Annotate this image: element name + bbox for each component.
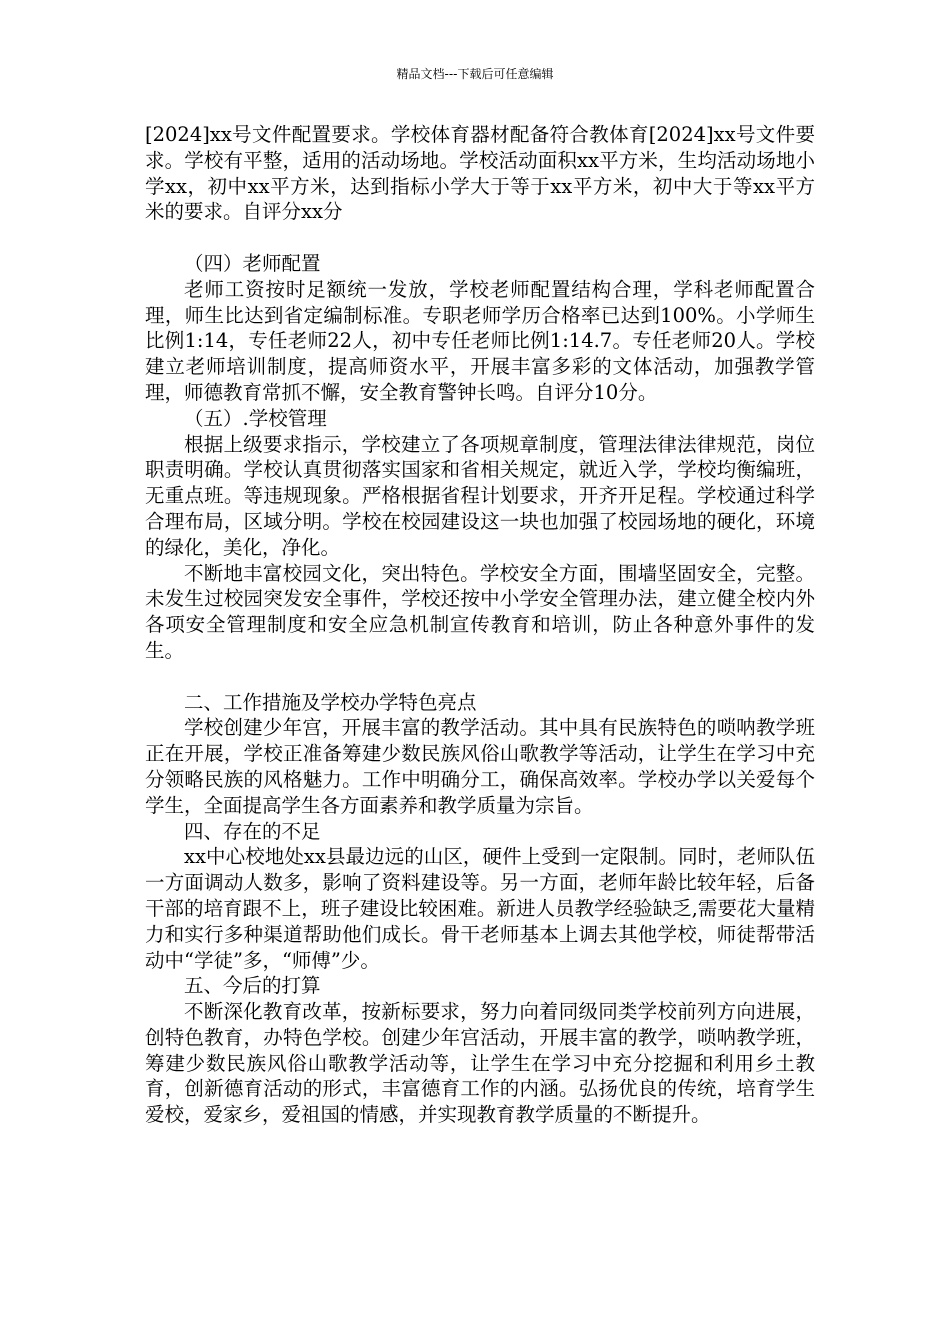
paragraph-shortcomings: xx中心校地处xx县最边远的山区，硬件上受到一定限制。同时，老师队伍一方面调动人数多，影响了资料建设等。另一方面，老师年龄比较年轻，后备干部的培育跟不上，班子建设比较困难。新进人员教学经验缺乏,需要花大量精力和实行多种渠道帮助他们成长。骨干老师基本上调去其他学校，师徒帮带活动中“学徒”多，“师傅”少。 bbox=[145, 845, 815, 972]
paragraph-management: 根据上级要求指示，学校建立了各项规章制度，管理法律法律规范，岗位职责明确。学校认真贯彻落实国家和省相关规定，就近入学，学校均衡编班，无重点班。等违规现象。严格根据省程计划要求，开齐开足程。学校通过科学合理布局，区域分明。学校在校园建设这一块也加强了校园场地的硬化，环境的绿化，美化，净化。 bbox=[145, 432, 815, 559]
document-body bbox=[145, 122, 815, 1128]
page-header: 精品文档---下载后可任意编辑 bbox=[396, 67, 554, 81]
section-heading-teachers: （四）老师配置 bbox=[184, 251, 321, 275]
section-heading-shortcomings: 四、存在的不足 bbox=[184, 819, 321, 843]
paragraph-teachers: 老师工资按时足额统一发放，学校老师配置结构合理，学科老师配置合理，师生比达到省定编制标准。专职老师学历合格率已达到100%。小学师生比例1:14，专任老师22人，初中专任老师比例1:14.7。专任老师20人。学校建立老师培训制度，提高师资水平，开展丰富多彩的文体活动，加强教学管理，师德教育常抓不懈，安全教育警钟长鸣。自评分10分。 bbox=[145, 277, 815, 404]
paragraph-measures: 学校创建少年宫，开展丰富的教学活动。其中具有民族特色的唢呐教学班正在开展，学校正准备筹建少数民族风俗山歌教学等活动，让学生在学习中充分领略民族的风格魅力。工作中明确分工，确保高效率。学校办学以关爱每个学生，全面提高学生各方面素养和教学质量为宗旨。 bbox=[145, 716, 815, 817]
paragraph-equipment: [2024]xx号文件配置要求。学校体育器材配备符合教体育[2024]xx号文件要求。学校有平整，适用的活动场地。学校活动面积xx平方米，生均活动场地小学xx，初中xx平方米，达到指标小学大于等于xx平方米，初中大于等xx平方米的要求。自评分xx分 bbox=[145, 123, 815, 224]
section-heading-management: （五）.学校管理 bbox=[184, 406, 327, 430]
section-heading-plans: 五、今后的打算 bbox=[184, 974, 321, 998]
section-heading-measures: 二、工作措施及学校办学特色亮点 bbox=[184, 690, 477, 714]
paragraph-gap bbox=[145, 225, 815, 251]
paragraph-plans: 不断深化教育改革，按新标要求，努力向着同级同类学校前列方向进展，创特色教育，办特色学校。创建少年宫活动，开展丰富的教学，唢呐教学班，筹建少数民族风俗山歌教学活动等，让学生在学习中充分挖掘和利用乡土教育，创新德育活动的形式，丰富德育工作的内涵。弘扬优良的传统，培育学生爱校，爱家乡，爱祖国的情感，并实现教育教学质量的不断提升。 bbox=[145, 1000, 815, 1127]
paragraph-campus-culture: 不断地丰富校园文化，突出特色。学校安全方面，围墙坚固安全，完整。未发生过校园突发安全事件，学校还按中小学安全管理办法，建立健全校内外各项安全管理制度和安全应急机制宣传教育和培训，防止各种意外事件的发生。 bbox=[145, 561, 815, 662]
paragraph-gap bbox=[145, 664, 815, 690]
